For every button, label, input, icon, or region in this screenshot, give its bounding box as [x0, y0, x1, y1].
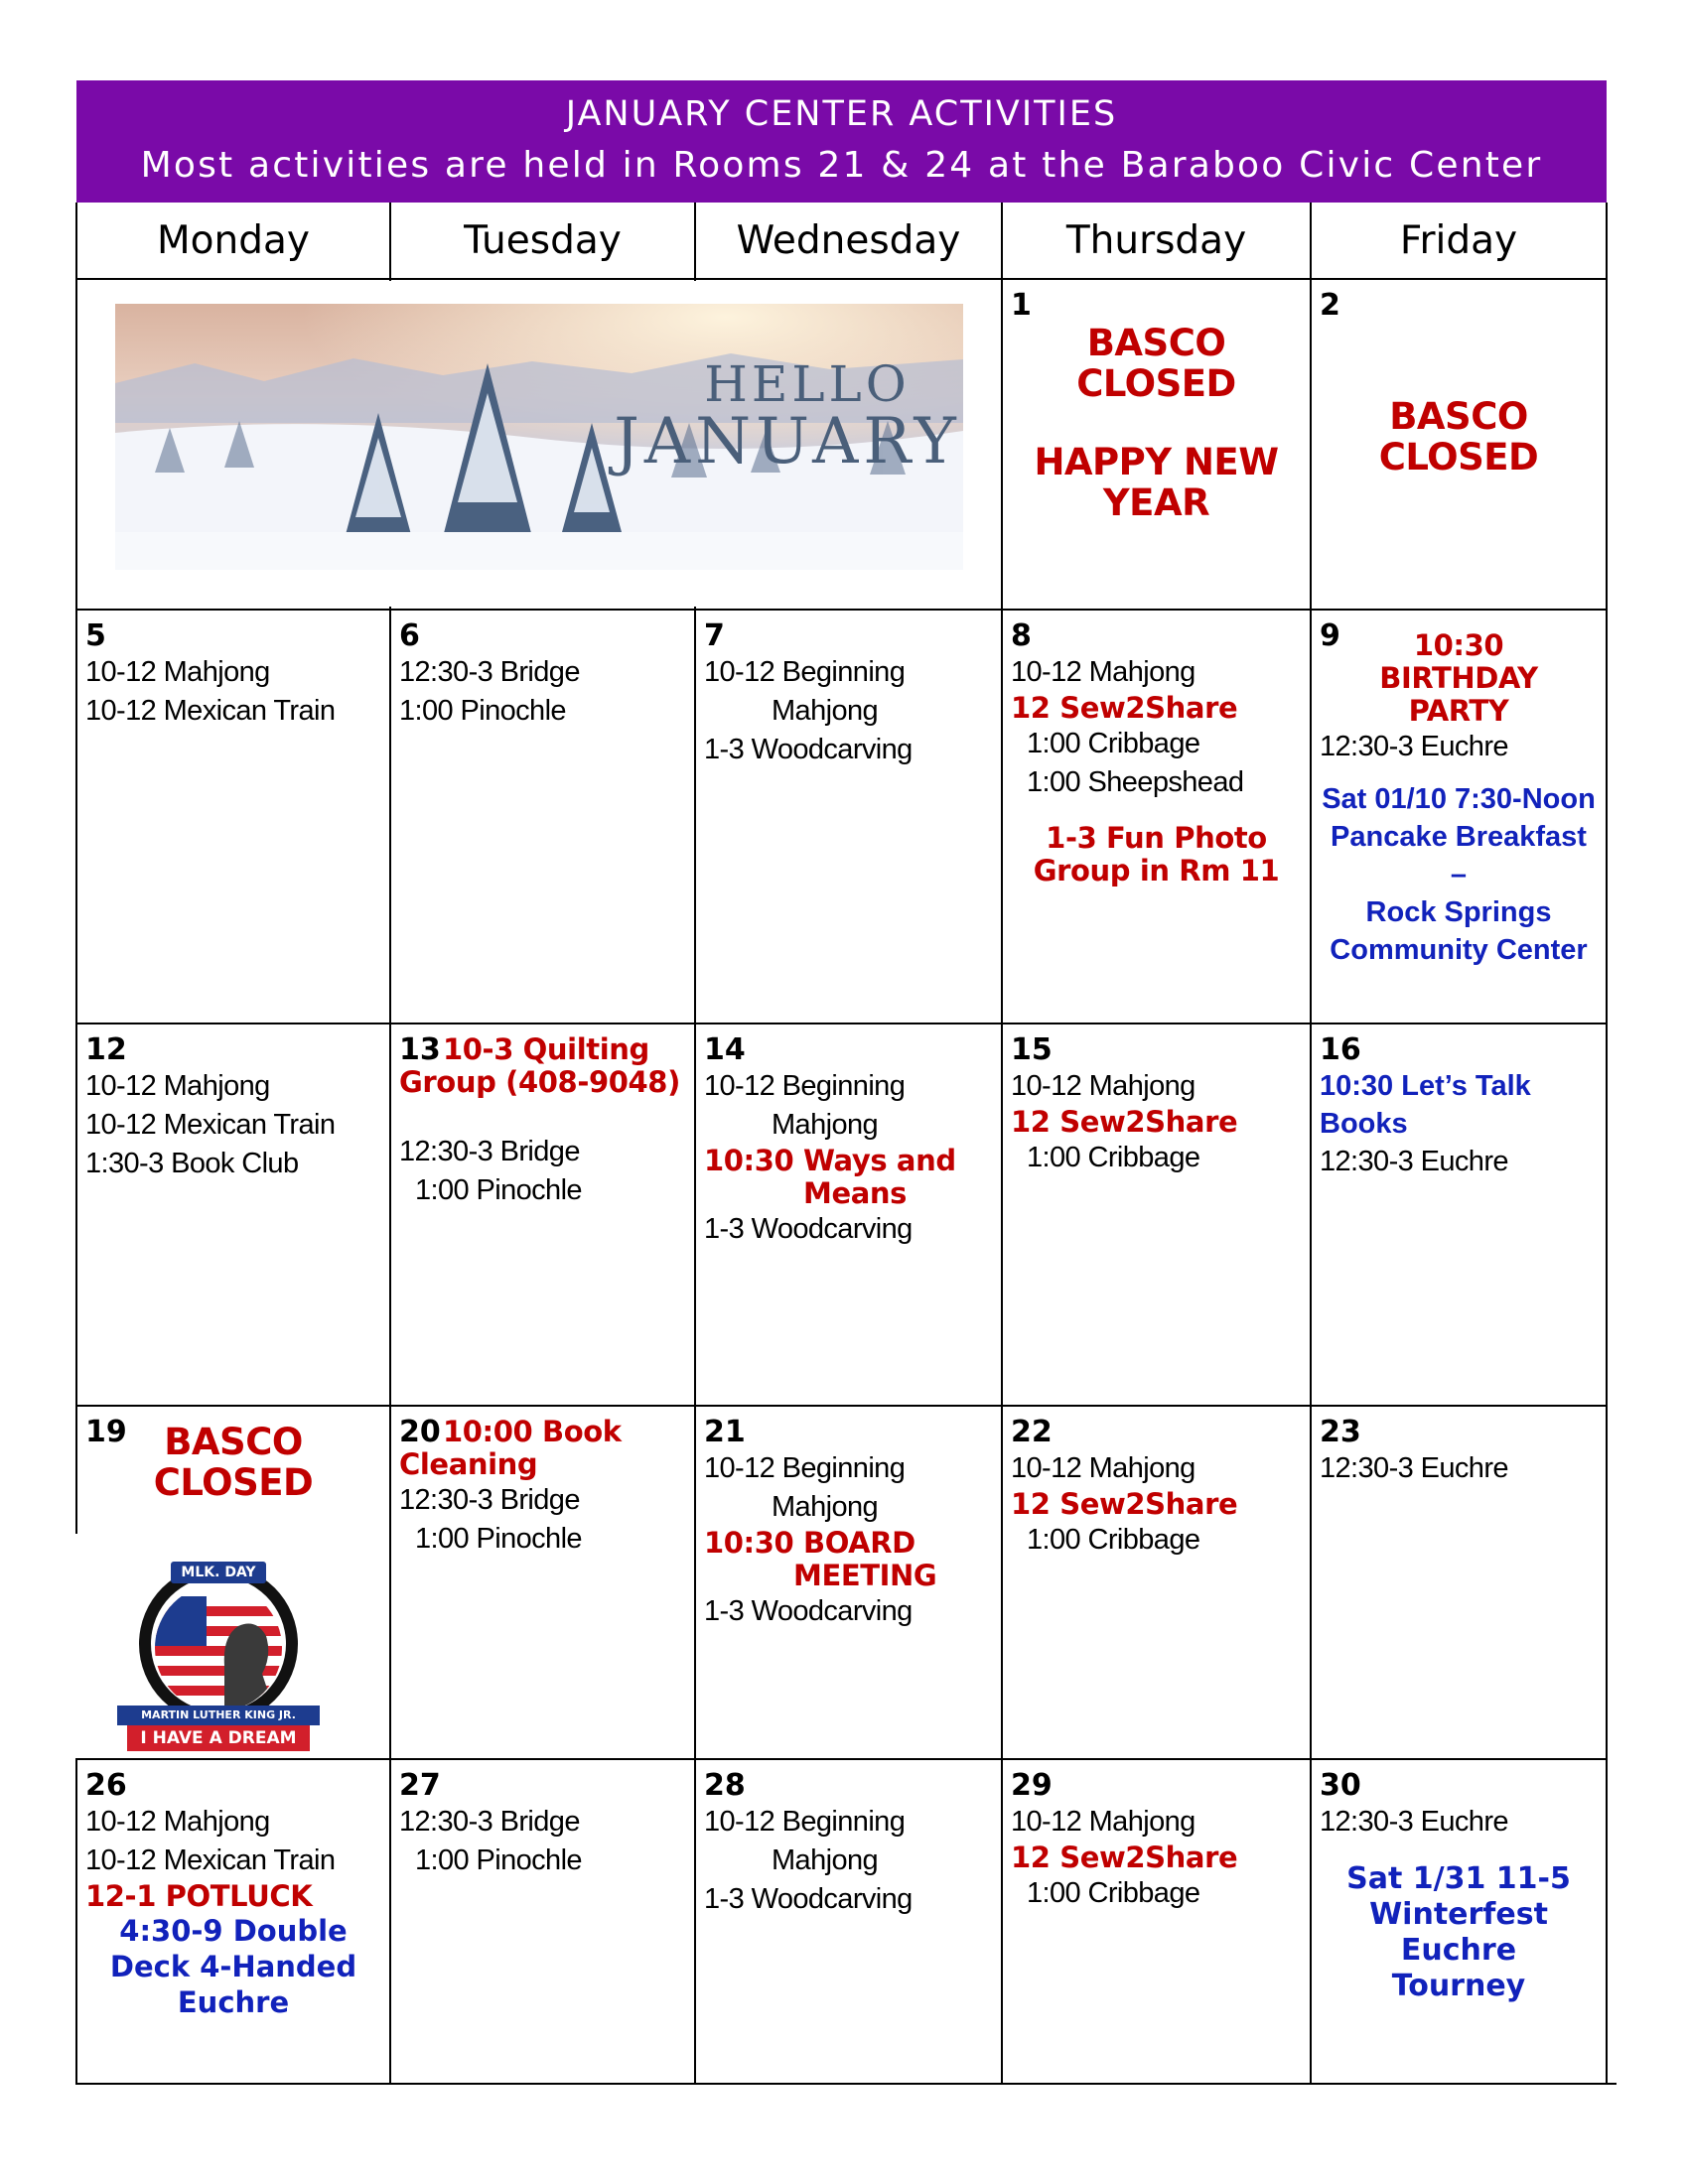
day-number: 7	[704, 618, 725, 653]
activity: 10-12 Mahjong	[1011, 1806, 1196, 1838]
day-number: 29	[1011, 1768, 1053, 1803]
activity: 10-12 Mahjong	[85, 1806, 270, 1838]
day-cell-26	[77, 1761, 389, 2020]
day-cell-19	[77, 1408, 389, 1503]
day-cell-12	[77, 1025, 389, 1183]
event-highlight: Deck 4-Handed	[109, 1950, 357, 1983]
activity-highlight: Means	[803, 1176, 908, 1210]
grid-line	[75, 1758, 1608, 1760]
day-number: 12	[85, 1032, 127, 1067]
day-number: 28	[704, 1768, 746, 1803]
activity: 1:00 Cribbage	[1027, 1524, 1200, 1556]
activity: 1-3 Woodcarving	[704, 1595, 913, 1627]
mlk-top-label: MLK. DAY	[171, 1562, 266, 1583]
activity: 10-12 Mexican Train	[85, 695, 336, 727]
mlk-name-label: MARTIN LUTHER KING JR.	[117, 1706, 320, 1725]
event-highlight: PARTY	[1408, 694, 1509, 728]
day-cell-20	[391, 1408, 694, 1559]
day-cell-2	[1312, 281, 1606, 478]
activity: 10-12 Beginning	[704, 1806, 906, 1838]
day-number: 22	[1011, 1415, 1053, 1449]
day-cell-8	[1003, 612, 1310, 887]
event-highlight: Euchre	[177, 1985, 290, 2019]
activity: 12:30-3 Bridge	[399, 1484, 580, 1516]
activity: 1:00 Pinochle	[415, 1174, 582, 1206]
day-number: 15	[1011, 1032, 1053, 1067]
event-highlight: 10:30	[1413, 628, 1504, 662]
day-number: 21	[704, 1415, 746, 1449]
day-header-tuesday: Tuesday	[464, 217, 622, 263]
activity: Mahjong	[772, 1844, 879, 1876]
day-cell-5	[77, 612, 389, 731]
day-header-wednesday: Wednesday	[736, 217, 961, 263]
day-number: 8	[1011, 618, 1032, 653]
activity-highlight: 12-1 POTLUCK	[85, 1879, 313, 1913]
mlk-day-logo	[107, 1557, 330, 1755]
activity: 1:00 Cribbage	[1027, 1877, 1200, 1909]
activity-highlight: 10:30 BOARD	[704, 1526, 915, 1560]
day-number: 23	[1320, 1415, 1361, 1449]
mlk-dream-label: I HAVE A DREAM	[127, 1725, 310, 1751]
event-highlight: 4:30-9 Double	[119, 1914, 348, 1948]
day-cell-1	[1003, 281, 1310, 523]
grid-line	[1606, 203, 1608, 2085]
activity-highlight: 10:00 Book	[443, 1415, 622, 1448]
activity: 10-12 Mahjong	[1011, 1070, 1196, 1102]
day-cell-7	[696, 612, 1001, 769]
day-cell-27	[391, 1761, 694, 1880]
activity: Mahjong	[772, 1491, 879, 1523]
grid-line	[75, 1023, 1608, 1024]
activity: 10-12 Beginning	[704, 656, 906, 688]
activity: 1:00 Pinochle	[415, 1844, 582, 1876]
day-cell-23	[1312, 1408, 1606, 1488]
activity-highlight: 12 Sew2Share	[1011, 691, 1238, 725]
day-cell-16	[1312, 1025, 1606, 1181]
event-note: Rock Springs	[1365, 896, 1552, 928]
activity-highlight: MEETING	[793, 1559, 937, 1592]
activity-highlight: Group in Rm 11	[1033, 854, 1280, 887]
day-cell-30	[1312, 1761, 1606, 2004]
activity: 12:30-3 Euchre	[1320, 1146, 1508, 1177]
day-number: 9	[1320, 618, 1340, 653]
day-number: 27	[399, 1768, 441, 1803]
activity: 10-12 Mexican Train	[85, 1844, 336, 1876]
closed-line: BASCO	[1086, 322, 1226, 364]
day-number: 26	[85, 1768, 127, 1803]
hello-january-image	[115, 304, 963, 570]
day-header-friday: Friday	[1399, 217, 1518, 263]
closed-line: CLOSED	[1076, 362, 1236, 405]
activity: 1-3 Woodcarving	[704, 734, 913, 765]
activity: 12:30-3 Bridge	[399, 656, 580, 688]
activity-highlight: 12 Sew2Share	[1011, 1841, 1238, 1874]
activity-highlight: 10:30 Ways and	[704, 1144, 956, 1177]
day-number: 16	[1320, 1032, 1361, 1067]
january-text: JANUARY	[614, 405, 961, 478]
event-highlight: BIRTHDAY	[1379, 661, 1538, 695]
activity: Mahjong	[772, 1109, 879, 1141]
day-header-monday: Monday	[157, 217, 310, 263]
event-highlight: Winterfest	[1369, 1897, 1548, 1932]
day-cell-21	[696, 1408, 1001, 1631]
activity: 10-12 Beginning	[704, 1070, 906, 1102]
day-cell-29	[1003, 1761, 1310, 1913]
holiday-line: HAPPY NEW	[1034, 441, 1279, 483]
activity: 10-12 Mexican Train	[85, 1109, 336, 1141]
activity: 10-12 Mahjong	[85, 1070, 270, 1102]
activity: 1:00 Pinochle	[415, 1523, 582, 1555]
activity-highlight: 1-3 Fun Photo	[1046, 821, 1267, 855]
activity: 10-12 Beginning	[704, 1452, 906, 1484]
activity: 10-12 Mahjong	[1011, 1452, 1196, 1484]
activity-highlight: Group (408-9048)	[399, 1065, 680, 1099]
activity: 1:00 Pinochle	[399, 695, 566, 727]
day-number: 14	[704, 1032, 746, 1067]
closed-line: BASCO	[1389, 395, 1528, 438]
activity: Mahjong	[772, 695, 879, 727]
day-header-thursday: Thursday	[1065, 217, 1247, 263]
event-note: Sat 01/10 7:30-Noon	[1322, 783, 1596, 815]
activity: 10-12 Mahjong	[85, 656, 270, 688]
grid-line	[75, 609, 1608, 611]
day-cell-22	[1003, 1408, 1310, 1560]
day-number: 13	[399, 1032, 441, 1067]
event-highlight: Sat 1/31 11-5	[1346, 1861, 1571, 1896]
grid-line	[75, 1405, 1608, 1407]
activity: 1:00 Sheepshead	[1027, 766, 1244, 798]
activity-highlight: Cleaning	[399, 1447, 538, 1481]
day-cell-13	[391, 1025, 694, 1210]
event-note: Community Center	[1330, 934, 1588, 966]
activity: 12:30-3 Bridge	[399, 1136, 580, 1167]
activity: 1:30-3 Book Club	[85, 1148, 299, 1179]
day-number: 30	[1320, 1768, 1361, 1803]
day-number: 2	[1320, 288, 1340, 323]
closed-line: CLOSED	[1378, 436, 1539, 478]
day-cell-9	[1312, 612, 1606, 969]
holiday-line: YEAR	[1102, 481, 1210, 524]
header-banner	[76, 80, 1607, 203]
activity: 1:00 Cribbage	[1027, 728, 1200, 759]
activity: 1:00 Cribbage	[1027, 1142, 1200, 1173]
activity-highlight: 10:30 Let’s Talk	[1320, 1070, 1531, 1102]
page-title: JANUARY CENTER ACTIVITIES	[565, 94, 1118, 134]
activity: 12:30-3 Euchre	[1320, 1452, 1508, 1484]
day-cell-28	[696, 1761, 1001, 1919]
activity: 1-3 Woodcarving	[704, 1213, 913, 1245]
event-highlight: Tourney	[1391, 1969, 1526, 2003]
event-note: Pancake Breakfast –	[1331, 821, 1587, 890]
activity-highlight: 12 Sew2Share	[1011, 1487, 1238, 1521]
activity-highlight: 10-3 Quilting	[443, 1032, 649, 1066]
event-highlight: Euchre	[1400, 1933, 1517, 1968]
page-subtitle: Most activities are held in Rooms 21 & 24 at the Baraboo Civic Center	[140, 145, 1543, 186]
day-cell-14	[696, 1025, 1001, 1249]
day-number: 5	[85, 618, 106, 653]
day-number: 20	[399, 1415, 441, 1449]
day-cell-15	[1003, 1025, 1310, 1177]
hello-text: HELLO	[704, 355, 911, 413]
day-number: 6	[399, 618, 420, 653]
activity-highlight: Books	[1320, 1108, 1408, 1140]
activity-highlight: 12 Sew2Share	[1011, 1105, 1238, 1139]
activity: 1-3 Woodcarving	[704, 1883, 913, 1915]
day-number: 19	[85, 1415, 127, 1449]
activity: 12:30-3 Euchre	[1320, 1806, 1508, 1838]
grid-line	[75, 278, 1608, 280]
closed-line: BASCO	[164, 1421, 303, 1463]
activity: 10-12 Mahjong	[1011, 656, 1196, 688]
activity: 12:30-3 Euchre	[1320, 731, 1508, 762]
closed-line: CLOSED	[153, 1461, 314, 1504]
day-number: 1	[1011, 288, 1032, 323]
activity: 12:30-3 Bridge	[399, 1806, 580, 1838]
grid-line	[75, 2083, 1617, 2085]
day-cell-6	[391, 612, 694, 731]
